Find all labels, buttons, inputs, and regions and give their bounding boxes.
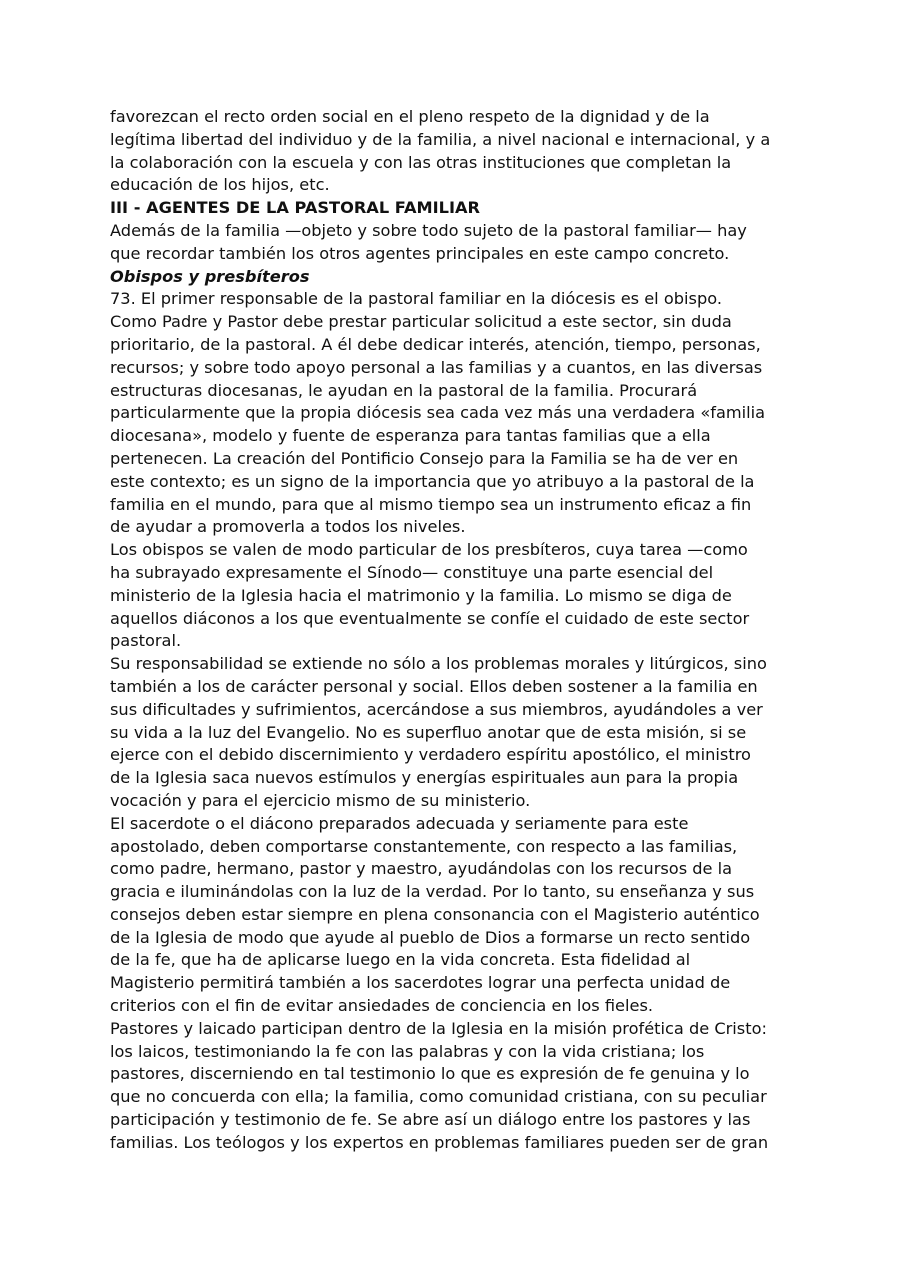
paragraph-responsabilidad: Su responsabilidad se extiende no sólo a los problemas morales y litúrgicos, sino también a los de carácter personal y social. Ellos deben sostener a la familia en sus dificultades y sufrimientos, acercándose a sus miembros, ayudándoles a ver su vida a la luz del Evangelio. No es superfluo anotar que de esta misión, si se ejerce con el debido discernimiento y verdadero espíritu apostólico, el ministro de la Iglesia saca nuevos estímulos y energías espirituales aun para la propia vocación y para el ejercicio mismo de su ministerio. xyxy=(110,654,767,810)
subheading-obispos: Obispos y presbíteros xyxy=(110,266,310,286)
intro-paragraph: favorezcan el recto orden social en el pleno respeto de la dignidad y de la legítima libertad del individuo y de la familia, a nivel nacional e internacional, y a la colaboración con la escuela y con las otras instituciones que completan la educación de los hijos, etc. xyxy=(110,107,771,195)
document-page xyxy=(110,106,810,1155)
paragraph-obispos-presbiteros: Los obispos se valen de modo particular de los presbíteros, cuya tarea —como ha subrayado expresamente el Sínodo— constituye una parte esencial del ministerio de la Iglesia hacia el matrimonio y la familia. Lo mismo se diga de aquellos diáconos a los que eventualmente se confíe el cuidado de este sector pastoral. xyxy=(110,540,750,651)
paragraph-pastores-laicado: Pastores y laicado participan dentro de la Iglesia en la misión profética de Cristo: los laicos, testimoniando la fe con las palabras y con la vida cristiana; los pastores, discerniendo en tal testimonio lo que es expresión de fe genuina y lo que no concuerda con ella; la familia, como comunidad cristiana, con su peculiar participación y testimonio de fe. Se abre así un diálogo entre los pastores y las familias. Los teólogos y los expertos en problemas familiares pueden ser de gran xyxy=(110,1018,769,1152)
section-heading: III - AGENTES DE LA PASTORAL FAMILIAR xyxy=(110,198,480,218)
paragraph-73: 73. El primer responsable de la pastoral familiar en la diócesis es el obispo. Como Padre y Pastor debe prestar particular solicitud a este sector, sin duda prioritario, de la pastoral. A él debe dedicar interés, atención, tiempo, personas, recursos; y sobre todo apoyo personal a las familias y a cuantos, en las diversas estructuras diocesanas, le ayudan en la pastoral de la familia. Procurará particularmente que la propia diócesis sea cada vez más una verdadera «familia diocesana», modelo y fuente de esperanza para tantas familias que a ella pertenecen. La creación del Pontificio Consejo para la Familia se ha de ver en este contexto; es un signo de la importancia que yo atribuyo a la pastoral de la familia en el mundo, para que al mismo tiempo sea un instrumento eficaz a fin de ayudar a promoverla a todos los niveles. xyxy=(110,289,766,537)
section-intro-paragraph: Además de la familia —objeto y sobre todo sujeto de la pastoral familiar— hay que recordar también los otros agentes principales en este campo concreto. xyxy=(110,220,747,263)
paragraph-sacerdote: El sacerdote o el diácono preparados adecuada y seriamente para este apostolado, deben comportarse constantemente, con respecto a las familias, como padre, hermano, pastor y maestro, ayudándolas con los recursos de la gracia e iluminándolas con la luz de la verdad. Por lo tanto, su enseñanza y sus consejos deben estar siempre en plena consonancia con el Magisterio auténtico de la Iglesia de modo que ayude al pueblo de Dios a formarse un recto sentido de la fe, que ha de aplicarse luego en la vida concreta. Esta fidelidad al Magisterio permitirá también a los sacerdotes lograr una perfecta unidad de criterios con el fin de evitar ansiedades de conciencia en los fieles. xyxy=(110,813,760,1016)
